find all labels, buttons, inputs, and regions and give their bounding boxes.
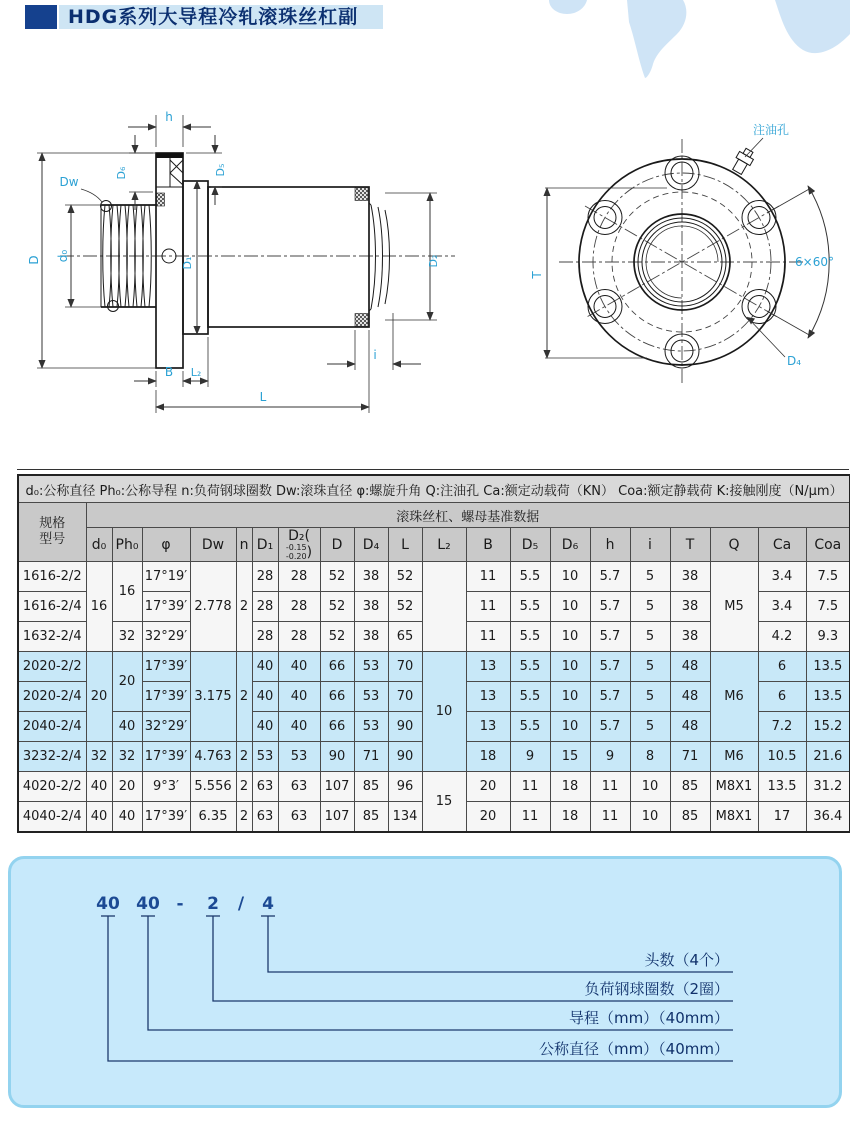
value-cell: 38 bbox=[354, 592, 388, 622]
value-cell: 10 bbox=[550, 592, 590, 622]
col-header: Ph₀ bbox=[112, 528, 142, 562]
value-cell: 32°29′ bbox=[142, 622, 190, 652]
value-cell: 3.175 bbox=[190, 652, 236, 742]
value-cell: 15.2 bbox=[806, 712, 850, 742]
dim-label-D1: D₁ bbox=[181, 256, 194, 270]
code-label-circuits: 负荷钢球圈数（2圈） bbox=[584, 980, 729, 998]
value-cell: 52 bbox=[320, 592, 354, 622]
model-cell: 2020-2/2 bbox=[18, 652, 86, 682]
value-cell: 20 bbox=[112, 652, 142, 712]
value-cell: 5.7 bbox=[590, 592, 630, 622]
value-cell: 10 bbox=[550, 562, 590, 592]
value-cell: 11 bbox=[590, 802, 630, 832]
table-row bbox=[18, 562, 850, 592]
value-cell: 16 bbox=[112, 562, 142, 622]
value-cell: 36.4 bbox=[806, 802, 850, 832]
value-cell: 2 bbox=[236, 802, 252, 832]
value-cell: 65 bbox=[388, 622, 422, 652]
value-cell: 5.7 bbox=[590, 712, 630, 742]
value-cell: M8X1 bbox=[710, 772, 758, 802]
col-header: L₂ bbox=[422, 528, 466, 562]
col-header: D₄ bbox=[354, 528, 388, 562]
value-cell: 5.5 bbox=[510, 682, 550, 712]
angle-label: 6×60° bbox=[795, 255, 834, 269]
col-header: B bbox=[466, 528, 510, 562]
value-cell: 17°39′ bbox=[142, 802, 190, 832]
value-cell: 28 bbox=[278, 592, 320, 622]
col-header: D₁ bbox=[252, 528, 278, 562]
value-cell: 9 bbox=[590, 742, 630, 772]
value-cell: 18 bbox=[550, 772, 590, 802]
value-cell: 5.5 bbox=[510, 562, 550, 592]
value-cell: 15 bbox=[550, 742, 590, 772]
value-cell: 5.7 bbox=[590, 562, 630, 592]
title-accent-square bbox=[25, 5, 57, 29]
value-cell: 90 bbox=[388, 712, 422, 742]
value-cell: 38 bbox=[670, 622, 710, 652]
value-cell: M8X1 bbox=[710, 802, 758, 832]
table-top-rule bbox=[17, 469, 849, 470]
front-view-drawing bbox=[495, 105, 850, 420]
value-cell: 71 bbox=[354, 742, 388, 772]
model-cell: 1616-2/4 bbox=[18, 592, 86, 622]
value-cell: 5.5 bbox=[510, 592, 550, 622]
value-cell: 13.5 bbox=[806, 682, 850, 712]
dim-label-D6: D₆ bbox=[115, 166, 128, 180]
code-label-starts: 头数（4个） bbox=[644, 951, 729, 969]
legend-row bbox=[18, 475, 850, 503]
dim-B-L2 bbox=[134, 337, 208, 387]
value-cell: 107 bbox=[320, 772, 354, 802]
model-cell: 2040-2/4 bbox=[18, 712, 86, 742]
value-cell: 11 bbox=[590, 772, 630, 802]
code-digit-2: 40 bbox=[136, 894, 160, 914]
col-header: Dw bbox=[190, 528, 236, 562]
value-cell: 66 bbox=[320, 652, 354, 682]
value-cell: 40 bbox=[278, 682, 320, 712]
header-row-1 bbox=[18, 503, 850, 528]
value-cell: 6 bbox=[758, 682, 806, 712]
value-cell: M6 bbox=[710, 652, 758, 742]
value-cell: 85 bbox=[354, 802, 388, 832]
value-cell: 5 bbox=[630, 562, 670, 592]
value-cell: 53 bbox=[354, 712, 388, 742]
value-cell: 48 bbox=[670, 652, 710, 682]
value-cell: 53 bbox=[354, 652, 388, 682]
code-label-lead: 导程（mm）（40mm） bbox=[568, 1009, 729, 1027]
value-cell: 20 bbox=[466, 772, 510, 802]
value-cell: 9 bbox=[510, 742, 550, 772]
value-cell: 5.7 bbox=[590, 622, 630, 652]
value-cell: 5.5 bbox=[510, 652, 550, 682]
spec-table bbox=[17, 474, 850, 833]
col-header: D bbox=[320, 528, 354, 562]
value-cell: 53 bbox=[252, 742, 278, 772]
value-cell: 2 bbox=[236, 742, 252, 772]
value-cell: 40 bbox=[252, 652, 278, 682]
world-map-decoration bbox=[535, 0, 850, 80]
value-cell: 5 bbox=[630, 652, 670, 682]
value-cell: 3.4 bbox=[758, 562, 806, 592]
value-cell: 63 bbox=[252, 802, 278, 832]
value-cell: 48 bbox=[670, 682, 710, 712]
dim-D bbox=[27, 153, 156, 368]
code-digit-1: 40 bbox=[96, 894, 120, 914]
table-row bbox=[18, 652, 850, 682]
dim-L bbox=[156, 330, 369, 413]
value-cell: 17 bbox=[758, 802, 806, 832]
col-header: d₀ bbox=[86, 528, 112, 562]
value-cell: 28 bbox=[252, 562, 278, 592]
value-cell: 7.5 bbox=[806, 592, 850, 622]
value-cell: 10 bbox=[630, 802, 670, 832]
value-cell: 66 bbox=[320, 682, 354, 712]
dim-D6 bbox=[115, 135, 153, 210]
value-cell: 7.5 bbox=[806, 562, 850, 592]
header-row-2 bbox=[18, 528, 850, 562]
dim-label-Dw: Dw bbox=[59, 175, 79, 189]
value-cell: 52 bbox=[320, 622, 354, 652]
value-cell: 40 bbox=[86, 772, 112, 802]
value-cell: 85 bbox=[670, 772, 710, 802]
value-cell: 52 bbox=[388, 592, 422, 622]
value-cell: 17°39′ bbox=[142, 592, 190, 622]
dim-label-D2: D₂ bbox=[427, 254, 440, 268]
code-digit-4: 4 bbox=[262, 894, 274, 914]
value-cell: 18 bbox=[466, 742, 510, 772]
page-title: HDG系列大导程冷轧滚珠丝杠副 bbox=[68, 6, 359, 28]
value-cell: 32 bbox=[112, 742, 142, 772]
value-cell: 7.2 bbox=[758, 712, 806, 742]
value-cell: 9.3 bbox=[806, 622, 850, 652]
value-cell: 20 bbox=[466, 802, 510, 832]
col-header: Coa bbox=[806, 528, 850, 562]
value-cell: 17°39′ bbox=[142, 742, 190, 772]
dim-i bbox=[327, 313, 421, 370]
value-cell: 90 bbox=[388, 742, 422, 772]
value-cell: 38 bbox=[354, 562, 388, 592]
model-cell: 1616-2/2 bbox=[18, 562, 86, 592]
value-cell: 20 bbox=[112, 772, 142, 802]
value-cell: 32 bbox=[86, 742, 112, 772]
value-cell: 2 bbox=[236, 562, 252, 652]
code-separator-dash: - bbox=[176, 894, 184, 914]
value-cell: 11 bbox=[466, 592, 510, 622]
value-cell: 32°29′ bbox=[142, 712, 190, 742]
value-cell: 28 bbox=[252, 622, 278, 652]
value-cell: 96 bbox=[388, 772, 422, 802]
value-cell: 38 bbox=[670, 562, 710, 592]
dim-D5 bbox=[186, 135, 227, 205]
value-cell: 13.5 bbox=[806, 652, 850, 682]
value-cell: 5.5 bbox=[510, 712, 550, 742]
flange bbox=[156, 153, 183, 368]
dim-label-L: L bbox=[259, 390, 267, 404]
value-cell: 28 bbox=[278, 622, 320, 652]
value-cell: 17°39′ bbox=[142, 652, 190, 682]
value-cell: 10 bbox=[550, 622, 590, 652]
value-cell: 28 bbox=[278, 562, 320, 592]
model-code-panel bbox=[8, 856, 842, 1108]
value-cell: 32 bbox=[112, 622, 142, 652]
value-cell: 40 bbox=[86, 802, 112, 832]
table-legend: d₀:公称直径 Ph₀:公称导程 n:负荷钢球圈数 Dw:滚珠直径 φ:螺旋升角 Q:注油孔 Ca:额定动载荷（KN） Coa:额定静载荷 K:接触刚度（N/μm） bbox=[18, 475, 850, 503]
value-cell: 5.556 bbox=[190, 772, 236, 802]
value-cell: 16 bbox=[86, 562, 112, 652]
dim-label-i: i bbox=[373, 348, 377, 362]
value-cell: 9°3′ bbox=[142, 772, 190, 802]
value-cell: 18 bbox=[550, 802, 590, 832]
value-cell: 66 bbox=[320, 712, 354, 742]
value-cell: 15 bbox=[422, 772, 466, 832]
dim-label-D: D bbox=[27, 255, 41, 265]
value-cell: M6 bbox=[710, 742, 758, 772]
value-cell: 107 bbox=[320, 802, 354, 832]
value-cell: 38 bbox=[354, 622, 388, 652]
value-cell: 40 bbox=[252, 712, 278, 742]
dim-Dw bbox=[59, 175, 102, 202]
value-cell: 63 bbox=[278, 772, 320, 802]
value-cell: 40 bbox=[112, 712, 142, 742]
value-cell: 10 bbox=[550, 712, 590, 742]
spec-label-line1: 规格 bbox=[39, 516, 66, 531]
value-cell: 63 bbox=[278, 802, 320, 832]
value-cell: M5 bbox=[710, 562, 758, 652]
value-cell: 8 bbox=[630, 742, 670, 772]
dim-label-d0: d₀ bbox=[56, 249, 70, 263]
value-cell: 11 bbox=[466, 622, 510, 652]
value-cell: 90 bbox=[320, 742, 354, 772]
value-cell: 85 bbox=[670, 802, 710, 832]
spec-model-header bbox=[18, 503, 86, 562]
col-header: Ca bbox=[758, 528, 806, 562]
value-cell: 11 bbox=[510, 802, 550, 832]
dim-T bbox=[530, 188, 667, 358]
value-cell: 40 bbox=[278, 652, 320, 682]
value-cell: 5 bbox=[630, 682, 670, 712]
value-cell: 53 bbox=[354, 682, 388, 712]
value-cell: 17°39′ bbox=[142, 682, 190, 712]
value-cell: 53 bbox=[278, 742, 320, 772]
value-cell: 13 bbox=[466, 712, 510, 742]
value-cell: 31.2 bbox=[806, 772, 850, 802]
value-cell: 48 bbox=[670, 712, 710, 742]
value-cell: 71 bbox=[670, 742, 710, 772]
group-header: 滚珠丝杠、螺母基准数据 bbox=[86, 503, 850, 528]
value-cell: 10.5 bbox=[758, 742, 806, 772]
col-header: T bbox=[670, 528, 710, 562]
value-cell: 5 bbox=[630, 712, 670, 742]
model-cell: 4020-2/2 bbox=[18, 772, 86, 802]
value-cell: 40 bbox=[112, 802, 142, 832]
value-cell: 40 bbox=[278, 712, 320, 742]
value-cell: 3.4 bbox=[758, 592, 806, 622]
value-cell: 13 bbox=[466, 682, 510, 712]
value-cell: 11 bbox=[466, 562, 510, 592]
code-separator-slash: / bbox=[237, 894, 245, 914]
dim-label-L2: L₂ bbox=[190, 366, 202, 379]
col-header: D₆ bbox=[550, 528, 590, 562]
value-cell: 5 bbox=[630, 622, 670, 652]
oil-hole-label: 注油孔 bbox=[753, 123, 790, 137]
nut-body bbox=[183, 181, 390, 334]
value-cell: 5.7 bbox=[590, 682, 630, 712]
spec-label-line2: 型号 bbox=[39, 532, 66, 547]
model-cell: 3232-2/4 bbox=[18, 742, 86, 772]
dim-label-D5: D₅ bbox=[214, 163, 227, 177]
value-cell: 63 bbox=[252, 772, 278, 802]
value-cell: 5.7 bbox=[590, 652, 630, 682]
value-cell bbox=[422, 562, 466, 652]
model-cell: 2020-2/4 bbox=[18, 682, 86, 712]
table-row bbox=[18, 772, 850, 802]
value-cell: 10 bbox=[422, 652, 466, 772]
value-cell: 134 bbox=[388, 802, 422, 832]
value-cell: 17°19′ bbox=[142, 562, 190, 592]
dim-h bbox=[128, 110, 211, 147]
value-cell: 2.778 bbox=[190, 562, 236, 652]
value-cell: 11 bbox=[510, 772, 550, 802]
col-header: L bbox=[388, 528, 422, 562]
col-header: φ bbox=[142, 528, 190, 562]
code-digit-3: 2 bbox=[207, 894, 219, 914]
dim-label-T: T bbox=[530, 271, 544, 279]
col-header: n bbox=[236, 528, 252, 562]
value-cell: 38 bbox=[670, 592, 710, 622]
dim-D2 bbox=[385, 193, 440, 320]
value-cell: 5.5 bbox=[510, 622, 550, 652]
model-cell: 4040-2/4 bbox=[18, 802, 86, 832]
value-cell: 2 bbox=[236, 772, 252, 802]
value-cell: 13.5 bbox=[758, 772, 806, 802]
model-code-diagram bbox=[11, 859, 833, 1099]
value-cell: 6 bbox=[758, 652, 806, 682]
value-cell: 52 bbox=[388, 562, 422, 592]
col-header: Q bbox=[710, 528, 758, 562]
dim-label-D4: D₄ bbox=[787, 354, 802, 368]
col-header: D₅ bbox=[510, 528, 550, 562]
value-cell: 10 bbox=[630, 772, 670, 802]
value-cell: 10 bbox=[550, 652, 590, 682]
value-cell: 4.763 bbox=[190, 742, 236, 772]
value-cell: 85 bbox=[354, 772, 388, 802]
dim-D4 bbox=[747, 317, 801, 368]
col-header: D₂( -0.15 -0.20 ) bbox=[278, 528, 320, 562]
dim-label-h: h bbox=[165, 110, 173, 124]
col-header: h bbox=[590, 528, 630, 562]
col-header: i bbox=[630, 528, 670, 562]
value-cell: 2 bbox=[236, 652, 252, 742]
value-cell: 4.2 bbox=[758, 622, 806, 652]
value-cell: 5 bbox=[630, 592, 670, 622]
value-cell: 13 bbox=[466, 652, 510, 682]
value-cell: 10 bbox=[550, 682, 590, 712]
value-cell: 70 bbox=[388, 652, 422, 682]
value-cell: 20 bbox=[86, 652, 112, 742]
value-cell: 21.6 bbox=[806, 742, 850, 772]
oil-fitting bbox=[730, 146, 756, 176]
code-label-diameter: 公称直径（mm）（40mm） bbox=[538, 1040, 729, 1058]
model-cell: 1632-2/4 bbox=[18, 622, 86, 652]
side-view-drawing bbox=[25, 85, 465, 425]
value-cell: 28 bbox=[252, 592, 278, 622]
value-cell: 6.35 bbox=[190, 802, 236, 832]
value-cell: 70 bbox=[388, 682, 422, 712]
value-cell: 52 bbox=[320, 562, 354, 592]
value-cell: 40 bbox=[252, 682, 278, 712]
dim-label-B: B bbox=[164, 365, 174, 379]
